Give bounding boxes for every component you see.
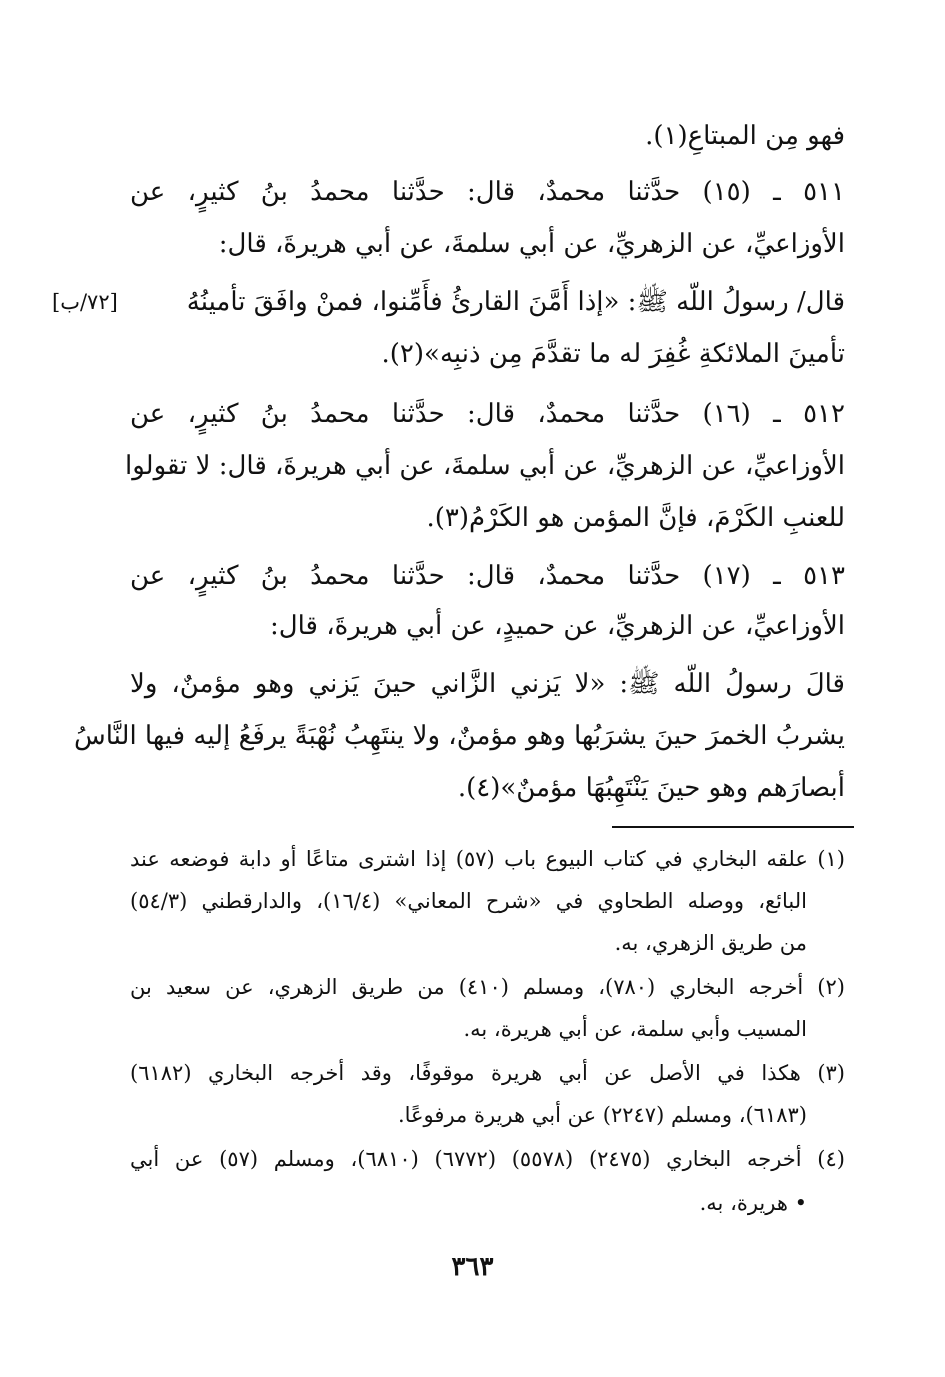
hadith-511-header: ٥١١ ـ (١٥) حدَّثنا محمدٌ، قال: حدَّثنا محمدُ بنُ كثيرٍ، عن — [130, 177, 845, 207]
hadith-512-header: ٥١٢ ـ (١٦) حدَّثنا محمدٌ، قال: حدَّثنا محمدُ بنُ كثيرٍ، عن — [130, 399, 845, 429]
body-line-11: قالَ رسولُ اللّه ﷺ: «لا يَزني الزَّاني حينَ يَزني وهو مؤمنٌ، ولا — [130, 669, 845, 699]
manuscript-folio-note: [٧٢/ب] — [52, 290, 118, 314]
footnote-1-cont: البائع، ووصله الطحاوي في «شرح المعاني» (١٦/٤)، والدارقطني (٥٤/٣) — [130, 889, 807, 913]
footnote-2-cont: المسيب وأبي سلمة، عن أبي هريرة، به. — [463, 1017, 807, 1041]
footnote-4: (٤) أخرجه البخاري (٢٤٧٥) (٥٥٧٨) (٦٧٧٢) (٦٨١٠)، ومسلم (٥٧) عن أبي — [130, 1147, 845, 1171]
footnote-1-end: من طريق الزهري، به. — [614, 931, 807, 955]
footnote-4-cont: • هريرة، به. — [699, 1191, 807, 1215]
footnote-3-cont: (٦١٨٣)، ومسلم (٢٢٤٧) عن أبي هريرة مرفوعًا. — [397, 1103, 807, 1127]
hadith-513-header: ٥١٣ ـ (١٧) حدَّثنا محمدٌ، قال: حدَّثنا محمدُ بنُ كثيرٍ، عن — [130, 561, 845, 591]
body-line-13: أبصارَهم وهو حينَ يَنْتَهِبُهَا مؤمنٌ»(٤). — [457, 773, 845, 803]
body-line-4: قال/ رسولُ اللّه ﷺ: «إذا أَمَّنَ القارئُ فأَمِّنوا، فمنْ وافَقَ تأمينُهُ — [186, 287, 845, 317]
body-line-8: للعنبِ الكَرْمَ، فإنَّ المؤمن هو الكَرْمُ(٣). — [426, 503, 845, 533]
body-line-3: الأوزاعيِّ، عن الزهريِّ، عن أبي سلمةَ، عن أبي هريرةَ، قال: — [218, 229, 845, 259]
body-line-1: فهو مِن المبتاعِ(١). — [645, 121, 845, 151]
body-line-7: الأوزاعيِّ، عن الزهريِّ، عن أبي سلمةَ، عن أبي هريرةَ، قال: لا تقولوا — [125, 451, 845, 481]
body-line-12: يشربُ الخمرَ حينَ يشرَبُها وهو مؤمنٌ، ولا ينتَهِبُ نُهْبَةً يرفَعُ إليه فيها النَّاسُ — [74, 721, 845, 751]
footnote-3: (٣) هكذا في الأصل عن أبي هريرة موقوفًا، وقد أخرجه البخاري (٦١٨٢) — [130, 1061, 845, 1085]
footnote-divider — [612, 826, 854, 828]
footnote-1: (١) علقه البخاري في كتاب البيوع باب (٥٧) إذا اشترى متاعًا أو دابة فوضعه عند — [130, 847, 845, 871]
body-line-10: الأوزاعيِّ، عن الزهريِّ، عن حميدٍ، عن أبي هريرةَ، قال: — [269, 611, 845, 641]
body-line-5: تأمينَ الملائكةِ غُفِرَ له ما تقدَّمَ مِن ذنبِه»(٢). — [381, 339, 845, 369]
page-number: ٣٦٣ — [451, 1252, 494, 1282]
footnote-2: (٢) أخرجه البخاري (٧٨٠)، ومسلم (٤١٠) من طريق الزهري، عن سعيد بن — [130, 975, 845, 999]
